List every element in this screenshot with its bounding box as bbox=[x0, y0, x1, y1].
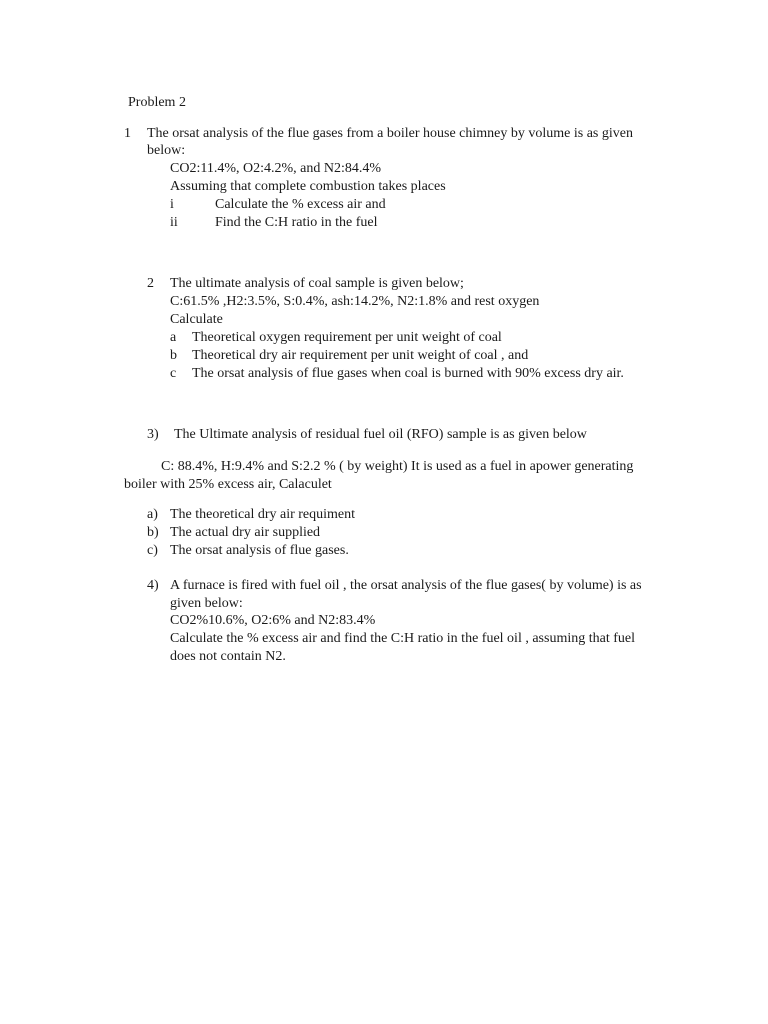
item-text: The actual dry air supplied bbox=[170, 525, 321, 540]
item-marker: c) bbox=[147, 543, 158, 558]
item-text: The orsat analysis of flue gases. bbox=[170, 543, 349, 558]
item-marker: b bbox=[170, 348, 177, 363]
problem-number: 2 bbox=[147, 276, 154, 291]
problem-intro: given below: bbox=[170, 596, 243, 611]
item-marker: b) bbox=[147, 525, 159, 540]
calculate-text: Calculate the % excess air and find the C:H ratio in the fuel oil , assuming that fuel bbox=[170, 631, 635, 646]
problem-paragraph: C: 88.4%, H:9.4% and S:2.2 % ( by weight) It is used as a fuel in apower generating bbox=[161, 459, 634, 474]
problem-intro: below: bbox=[147, 143, 186, 158]
gas-composition: CO2%10.6%, O2:6% and N2:83.4% bbox=[170, 613, 376, 628]
problem-number: 3) bbox=[147, 427, 159, 442]
item-text: Find the C:H ratio in the fuel bbox=[215, 215, 378, 230]
calculate-label: Calculate bbox=[170, 312, 223, 327]
problem-intro: The orsat analysis of the flue gases from a boiler house chimney by volume is as given bbox=[147, 126, 633, 141]
item-marker: a) bbox=[147, 507, 158, 522]
item-text: Theoretical oxygen requirement per unit weight of coal bbox=[192, 330, 502, 345]
coal-composition: C:61.5% ,H2:3.5%, S:0.4%, ash:14.2%, N2:1.8% and rest oxygen bbox=[170, 294, 540, 309]
problem-intro: The ultimate analysis of coal sample is given below; bbox=[170, 276, 464, 291]
problem-intro: The Ultimate analysis of residual fuel oil (RFO) sample is as given below bbox=[174, 427, 587, 442]
item-marker: c bbox=[170, 366, 177, 381]
item-text: The theoretical dry air requiment bbox=[170, 507, 356, 522]
problem-intro: A furnace is fired with fuel oil , the orsat analysis of the flue gases( by volume) is as bbox=[170, 578, 642, 593]
page-title: Problem 2 bbox=[128, 95, 186, 110]
assumption-text: Assuming that complete combustion takes places bbox=[170, 179, 446, 194]
gas-composition: CO2:11.4%, O2:4.2%, and N2:84.4% bbox=[170, 161, 382, 176]
item-marker: ii bbox=[170, 215, 178, 230]
problem-number: 1 bbox=[124, 126, 131, 141]
item-text: Calculate the % excess air and bbox=[215, 197, 386, 212]
problem-number: 4) bbox=[147, 578, 159, 593]
problem-paragraph: boiler with 25% excess air, Calaculet bbox=[124, 477, 332, 492]
item-marker: a bbox=[170, 330, 177, 345]
item-marker: i bbox=[170, 197, 174, 212]
item-text: The orsat analysis of flue gases when coal is burned with 90% excess dry air. bbox=[192, 366, 624, 381]
calculate-text: does not contain N2. bbox=[170, 649, 286, 664]
item-text: Theoretical dry air requirement per unit weight of coal , and bbox=[192, 348, 529, 363]
